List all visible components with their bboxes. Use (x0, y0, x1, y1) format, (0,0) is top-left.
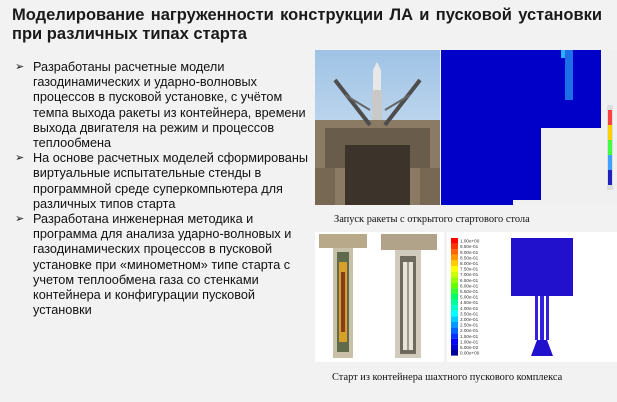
legend-swatch (451, 283, 458, 289)
legend-label: 5.50e-01 (460, 289, 479, 294)
bullet-list (12, 60, 312, 318)
legend-label: 5.00e-02 (460, 345, 479, 350)
arrow-bullet-icon: ➢ (15, 61, 25, 73)
bullet-text: Разработаны расчетные модели газодинамических и ударно-волновых процессов в пусковой установке, с учётом темпа выхода ракеты из контейнера, времени выхода двигателя на режим и процессов теплообмена (33, 60, 306, 151)
legend-label: 9.50e-01 (460, 244, 479, 250)
bullet-text: На основе расчетных моделей сформированы виртуальные испытательные стенды в программной среде суперкомпьютера для различных типов старта (33, 151, 308, 211)
legend-label: 7.50e-01 (460, 266, 479, 272)
legend-label: 0.00e+00 (460, 350, 480, 356)
slide-title: Моделирование нагруженности конструкции ЛА и пусковой установки при различных типах старта (12, 6, 602, 43)
bullet-item (12, 60, 312, 151)
legend-swatch (451, 277, 458, 283)
legend-label: 7.00e-01 (460, 272, 479, 278)
legend-swatch (451, 244, 458, 250)
pressure-contour-plot (447, 232, 617, 362)
legend-label: 8.00e-01 (460, 261, 479, 266)
legend-label: 3.00e-01 (460, 317, 479, 322)
legend-label: 1.00e-01 (460, 339, 479, 345)
legend-label: 4.50e-01 (460, 300, 479, 306)
legend-swatch (451, 311, 458, 317)
arrow-bullet-icon: ➢ (15, 213, 25, 226)
legend-swatch (451, 288, 458, 294)
legend-swatch (451, 322, 458, 328)
bullet-item (12, 212, 312, 318)
legend-label: 2.50e-01 (460, 322, 479, 328)
bullet-item (12, 151, 312, 212)
legend-swatch (451, 255, 458, 261)
legend-swatch (451, 344, 458, 350)
legend-swatch (451, 238, 458, 244)
legend-swatch (451, 266, 458, 272)
legend-swatch (451, 305, 458, 311)
legend-swatch (451, 350, 458, 356)
bullet-text: Разработана инженерная методика и программа для анализа ударно-волновых и газодинамических процессов в пусковой установке при «минометном» типе старта с учетом теплообмена газа со стенками контейнера и конфигурации пусковой установки (33, 212, 292, 318)
caption-open-table-launch: Запуск ракеты с открытого стартового стола (334, 214, 530, 225)
cfd-flow-field-image (441, 50, 617, 205)
legend-label: 4.00e-01 (460, 305, 479, 311)
legend-swatch (451, 272, 458, 278)
legend-label: 6.50e-01 (460, 277, 479, 283)
legend-swatch (451, 328, 458, 334)
legend-swatch (451, 316, 458, 322)
caption-silo-launch: Старт из контейнера шахтного пускового комплекса (332, 372, 563, 383)
legend-label: 1.00e+00 (460, 238, 480, 244)
legend-swatch (451, 260, 458, 266)
legend-label: 8.50e-01 (460, 255, 479, 261)
launch-pad-photo (315, 50, 440, 205)
legend-label: 5.00e-01 (460, 294, 479, 300)
arrow-bullet-icon: ➢ (15, 152, 25, 165)
legend-swatch (451, 333, 458, 339)
silo-drawings (315, 232, 444, 362)
color-legend (451, 238, 480, 356)
legend-label: 3.50e-01 (460, 311, 479, 317)
legend-label: 2.00e-01 (460, 328, 479, 334)
legend-label: 9.00e-01 (460, 249, 479, 255)
legend-label: 6.00e-01 (460, 283, 479, 289)
legend-swatch (451, 300, 458, 306)
legend-label: 1.50e-01 (460, 333, 479, 339)
legend-swatch (451, 294, 458, 300)
legend-swatch (451, 339, 458, 345)
legend-swatch (451, 249, 458, 255)
